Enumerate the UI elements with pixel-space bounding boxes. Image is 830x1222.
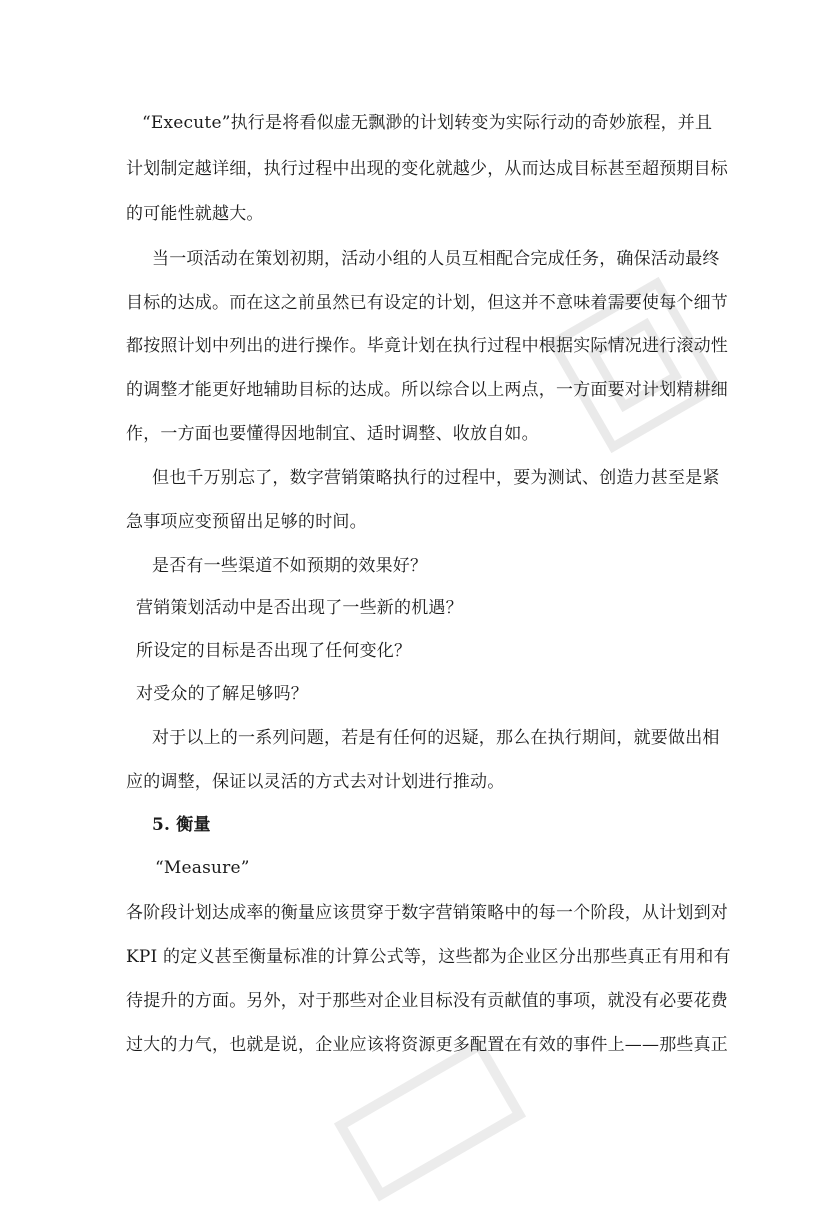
paragraph-line: 待提升的方面。另外，对于那些对企业目标没有贡献值的事项，就没有必要花费 xyxy=(126,991,728,1011)
paragraph-line: 计划制定越详细，执行过程中出现的变化就越少，从而达成目标甚至超预期目标 xyxy=(126,159,728,179)
section-subtitle: “Measure” xyxy=(155,858,250,878)
paragraph-line: 都按照计划中列出的进行操作。毕竟计划在执行过程中根据实际情况进行滚动性 xyxy=(126,336,728,356)
paragraph-line: 作，一方面也要懂得因地制宜、适时调整、收放自如。 xyxy=(126,424,539,444)
section-heading: 5. 衡量 xyxy=(152,815,211,835)
paragraph-line: 应的调整，保证以灵活的方式去对计划进行推动。 xyxy=(126,772,505,792)
paragraph-line: 对于以上的一系列问题，若是有任何的迟疑，那么在执行期间，就要做出相 xyxy=(152,728,720,748)
paragraph-line: “Execute”执行是将看似虚无飘渺的计划转变为实际行动的奇妙旅程，并且 xyxy=(142,113,713,133)
paragraph-line: 目标的达成。而在这之前虽然已有设定的计划，但这并不意味着需要使每个细节 xyxy=(126,293,728,313)
question-line: 营销策划活动中是否出现了一些新的机遇？ xyxy=(136,598,463,618)
question-line: 是否有一些渠道不如预期的效果好？ xyxy=(152,556,428,576)
question-line: 所设定的目标是否出现了任何变化？ xyxy=(136,641,412,661)
paragraph-line: 各阶段计划达成率的衡量应该贯穿于数字营销策略中的每一个阶段，从计划到对 xyxy=(126,903,728,923)
paragraph-line: 的调整才能更好地辅助目标的达成。所以综合以上两点，一方面要对计划精耕细 xyxy=(126,380,728,400)
paragraph-line: KPI 的定义甚至衡量标准的计算公式等，这些都为企业区分出那些真正有用和有 xyxy=(126,947,731,967)
question-line: 对受众的了解足够吗？ xyxy=(136,684,308,704)
paragraph-line: 过大的力气，也就是说，企业应该将资源更多配置在有效的事件上——那些真正 xyxy=(126,1035,728,1055)
paragraph-line: 的可能性就越大。 xyxy=(126,204,264,224)
paragraph-line: 急事项应变预留出足够的时间。 xyxy=(126,512,367,532)
paragraph-line: 但也千万别忘了，数字营销策略执行的过程中，要为测试、创造力甚至是紧 xyxy=(152,468,720,488)
paragraph-line: 当一项活动在策划初期，活动小组的人员互相配合完成任务，确保活动最终 xyxy=(152,249,720,269)
